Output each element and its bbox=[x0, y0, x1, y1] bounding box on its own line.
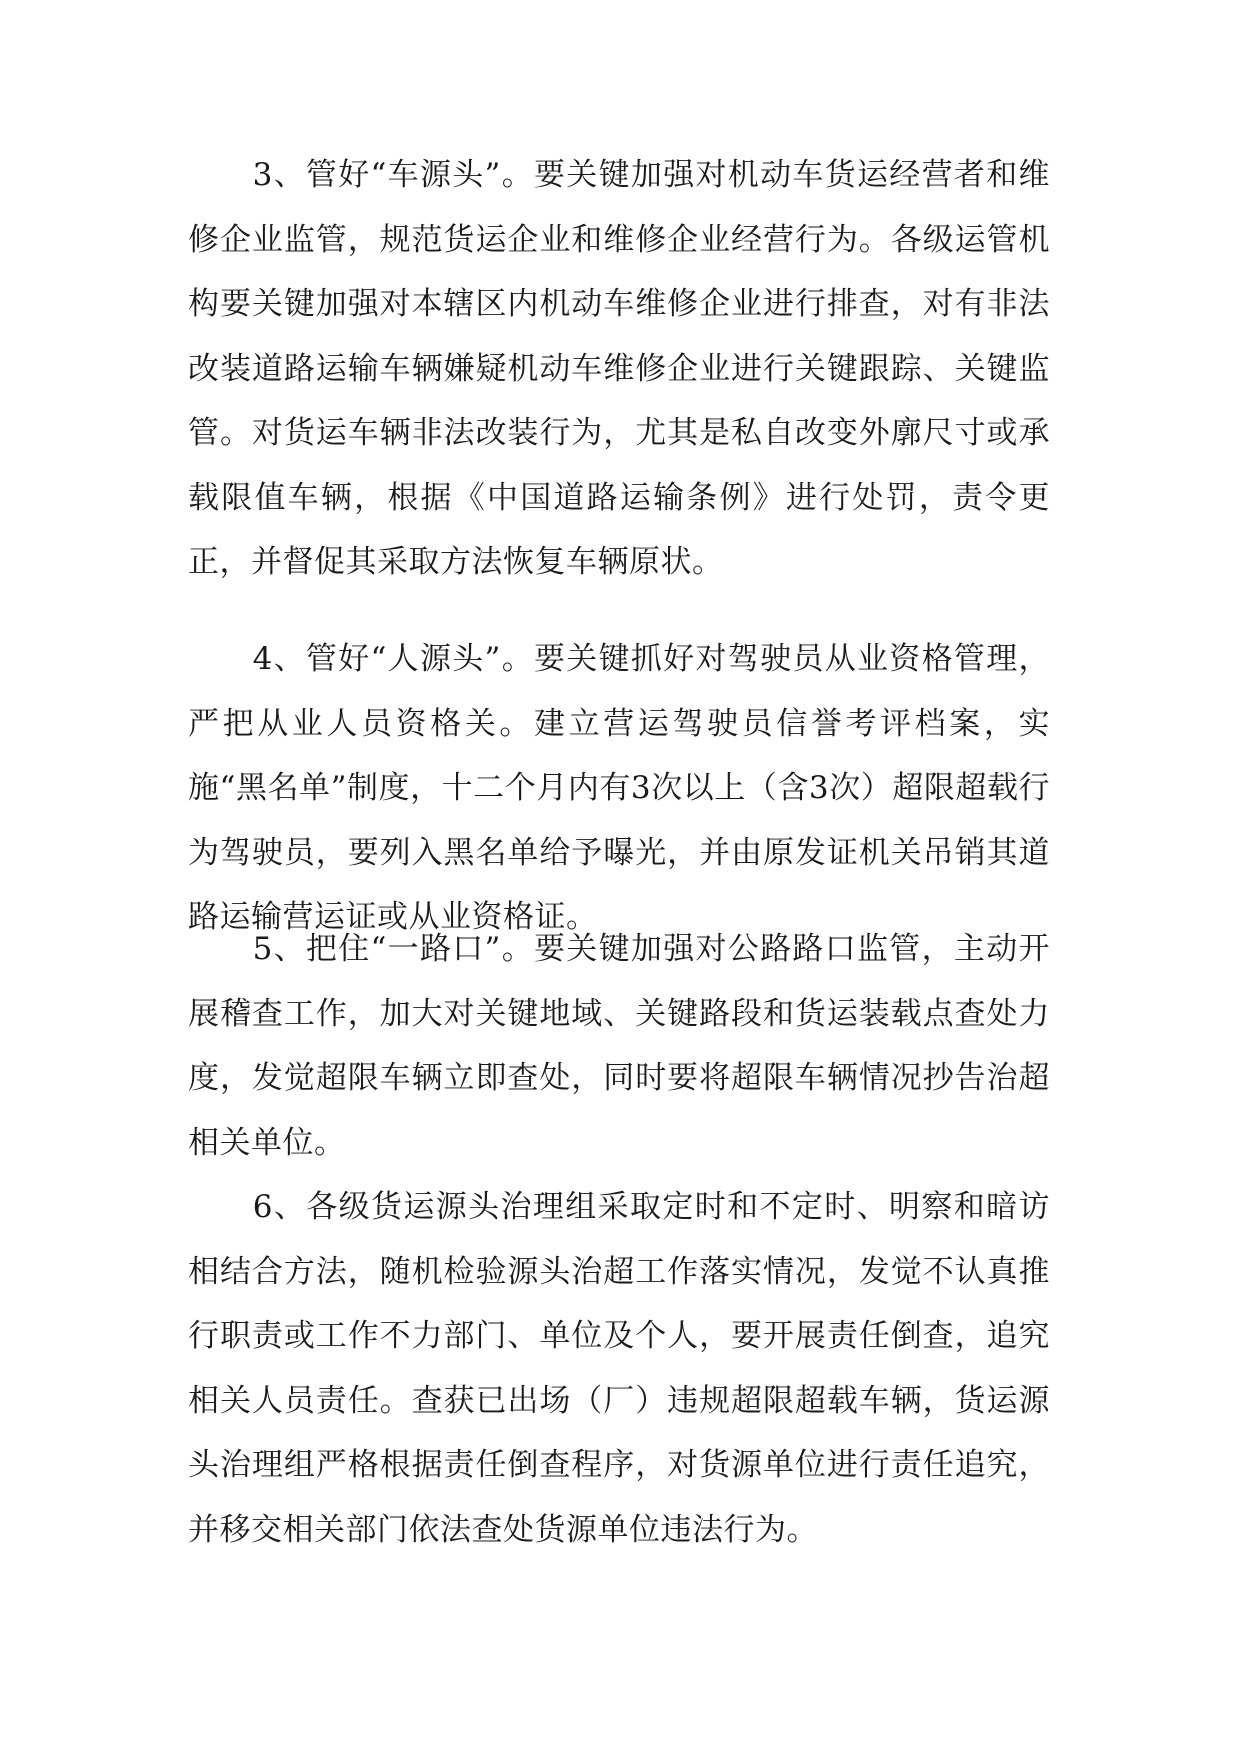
paragraph-3-vehicle-source: 3、管好“车源头”。要关键加强对机动车货运经营者和维修企业监管，规范货运企业和维修企业经营行为。各级运管机构要关键加强对本辖区内机动车维修企业进行排查，对有非法改装道路运输车辆嫌疑机动车维修企业进行关键跟踪、关键监管。对货运车辆非法改装行为，尤其是私自改变外廓尺寸或承载限值车辆，根据《中国道路运输条例》进行处罚，责令更正，并督促其采取方法恢复车辆原状。 bbox=[188, 157, 1050, 580]
paragraph-4-driver-source: 4、管好“人源头”。要关键抓好对驾驶员从业资格管理，严把从业人员资格关。建立营运驾驶员信誉考评档案，实施“黑名单”制度，十二个月内有3次以上（含3次）超限超载行为驾驶员，要列入黑名单给予曝光，并由原发证机关吊销其道路运输营运证或从业资格证。 bbox=[188, 641, 1050, 935]
paragraph-6-accountability: 6、各级货运源头治理组采取定时和不定时、明察和暗访相结合方法，随机检验源头治超工作落实情况，发觉不认真推行职责或工作不力部门、单位及个人，要开展责任倒查，追究相关人员责任。查获已出场（厂）违规超限超载车辆，货运源头治理组严格根据责任倒查程序，对货源单位进行责任追究，并移交相关部门依法查处货源单位违法行为。 bbox=[188, 1189, 1050, 1548]
paragraph-5-road-junction: 5、把住“一路口”。要关键加强对公路路口监管，主动开展稽查工作，加大对关键地域、关键路段和货运装载点查处力度，发觉超限车辆立即查处，同时要将超限车辆情况抄告治超相关单位。 bbox=[188, 931, 1050, 1161]
